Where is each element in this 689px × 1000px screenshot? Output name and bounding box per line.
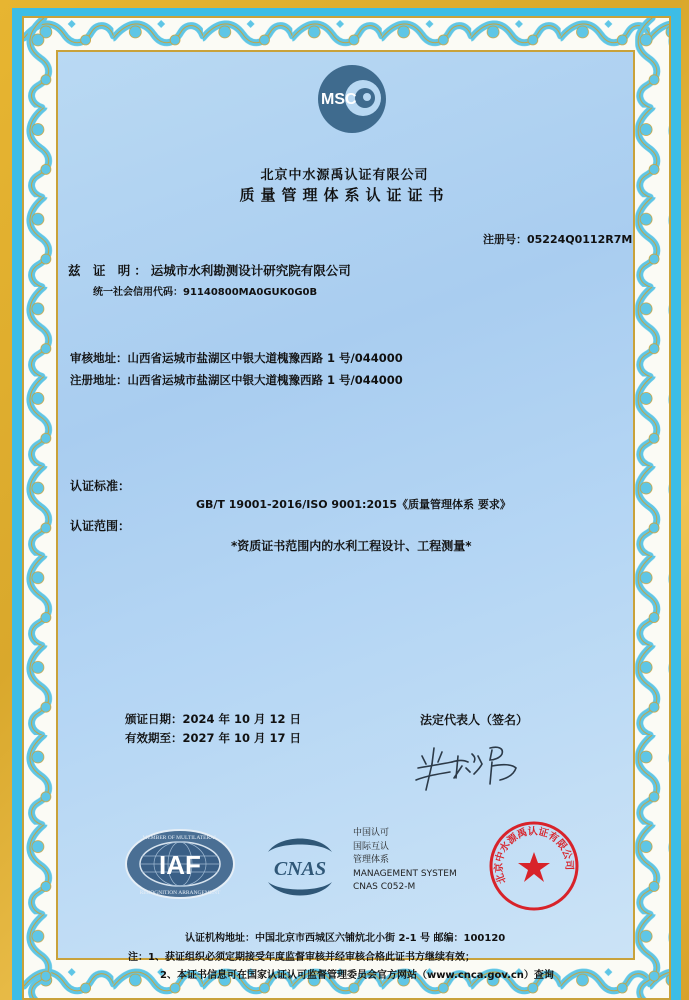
issue-date-value: 2024 年 10 月 12 日 (182, 712, 302, 726)
registration-number (483, 231, 632, 247)
cnas-line: CNAS C052-M (353, 882, 416, 892)
certification-body-address: 认证机构地址：中国北京市西城区六铺炕北小街 2-1 号 邮编：100120 (185, 933, 506, 944)
svg-text:北京中水源禹认证有限公司: 北京中水源禹认证有限公司 (493, 826, 575, 885)
issue-date (125, 711, 301, 727)
scope-label: 认证范围： (70, 519, 131, 533)
issuer-company-name: 北京中水源禹认证有限公司 (260, 168, 429, 183)
svg-text:RECOGNITION ARRANGEMENT: RECOGNITION ARRANGEMENT (139, 890, 221, 896)
registration-value: 05224Q0112R7M (527, 233, 633, 246)
registered-address (70, 372, 403, 388)
organization-name: 运城市水利勘测设计研究院有限公司 (150, 263, 351, 278)
cnas-line: 管理体系 (353, 855, 390, 865)
credit-code-label: 统一社会信用代码： (93, 287, 183, 298)
valid-date-value: 2027 年 10 月 17 日 (182, 731, 302, 745)
cnas-accreditation-text (353, 827, 457, 895)
svg-text:MEMBER OF MULTILATERAL: MEMBER OF MULTILATERAL (142, 835, 218, 841)
scope-value: *资质证书范围内的水利工程设计、工程测量* (231, 539, 472, 553)
handwritten-signature-icon (412, 738, 522, 794)
audit-address-value: 山西省运城市盐湖区中银大道槐豫西路 1 号/044000 (127, 351, 403, 365)
credit-code (93, 283, 317, 298)
svg-text:IAF: IAF (159, 850, 201, 880)
valid-date-label: 有效期至： (125, 731, 183, 745)
audit-address (70, 350, 403, 366)
footer-note-2: 2、本证书信息可在国家认证认可监督管理委员会官方网站（www.cnca.gov.cn）查询 (160, 970, 554, 981)
legal-representative-label: 法定代表人（签名） (420, 713, 529, 727)
certificate-title: 质量管理体系认证证书 (239, 186, 450, 204)
issue-date-label: 颁证日期： (125, 712, 183, 726)
standard-value: GB/T 19001-2016/ISO 9001:2015《质量管理体系 要求》 (196, 498, 511, 511)
svg-text:CNAS: CNAS (273, 858, 327, 880)
valid-until-date (125, 730, 301, 746)
cnas-logo-icon (262, 828, 338, 906)
company-seal-stamp-icon (488, 820, 580, 912)
registered-address-value: 山西省运城市盐湖区中银大道槐豫西路 1 号/044000 (127, 373, 403, 387)
msc-circle-logo-icon (317, 64, 387, 134)
certified-organization (68, 261, 351, 279)
registered-address-label: 注册地址： (70, 373, 128, 387)
iaf-logo-icon (124, 828, 236, 900)
audit-address-label: 审核地址： (70, 351, 128, 365)
cnas-line: 国际互认 (353, 841, 390, 852)
registration-label: 注册号： (483, 233, 527, 246)
cnas-line: 中国认可 (353, 828, 390, 838)
credit-code-value: 91140800MA0GUK0G0B (183, 287, 318, 298)
cnas-line: MANAGEMENT SYSTEM (353, 868, 457, 879)
certify-label: 兹 证 明： (68, 263, 151, 278)
standard-label: 认证标准： (70, 479, 131, 493)
svg-text:MSC: MSC (321, 91, 357, 108)
footer-note-1: 注：1、获证组织必须定期接受年度监督审核并经审核合格此证书方继续有效； (128, 952, 475, 963)
